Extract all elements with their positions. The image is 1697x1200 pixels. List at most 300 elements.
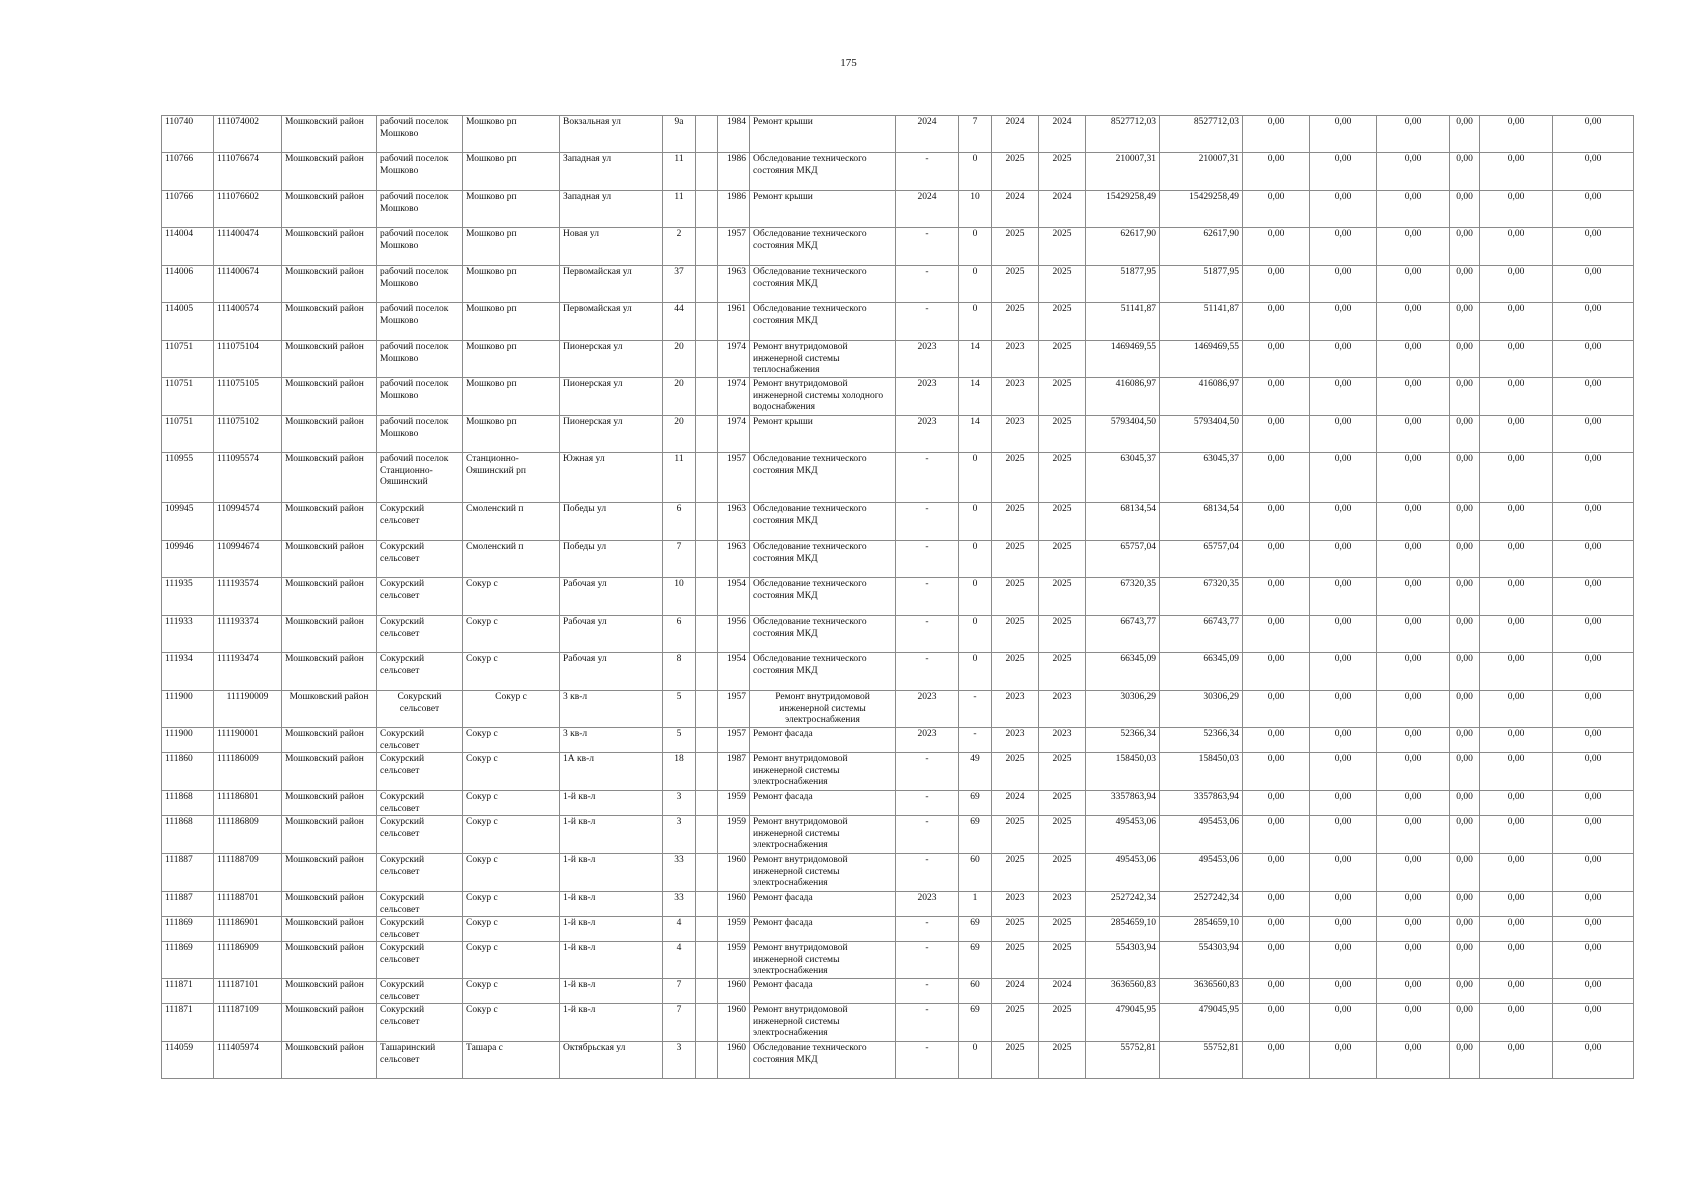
cell-build-year: 1957 (718, 728, 750, 753)
cell-cost-col-1: 0,00 (1243, 116, 1310, 153)
cell-cost-col-1: 0,00 (1243, 728, 1310, 753)
cell-cost-col-6: 0,00 (1553, 854, 1634, 892)
cell-plan-year: - (896, 578, 959, 616)
cell-object-code: 111075105 (214, 378, 282, 416)
cell-plan-year: 2024 (896, 116, 959, 153)
cell-build-year: 1959 (718, 791, 750, 816)
cell-cost-col-4: 0,00 (1450, 979, 1480, 1004)
cell-house-number: 11 (663, 453, 696, 503)
cell-record-id: 111869 (162, 917, 214, 942)
cell-work-type: Обследование технического состояния МКД (750, 266, 896, 303)
cell-cost-col-5: 0,00 (1480, 378, 1553, 416)
cell-cost-col-5: 0,00 (1480, 503, 1553, 541)
cell-wear-percent: - (959, 691, 992, 728)
cell-building (696, 453, 718, 503)
cell-start-year: 2024 (992, 791, 1039, 816)
cell-municipality: Сокурский сельсовет (377, 653, 463, 691)
cell-build-year: 1956 (718, 616, 750, 653)
cell-cost-col-5: 0,00 (1480, 1004, 1553, 1042)
cell-settlement: Станционно-Ояшинский рп (463, 453, 560, 503)
cell-build-year: 1963 (718, 541, 750, 578)
cell-start-year: 2025 (992, 616, 1039, 653)
cell-work-type: Ремонт внутридомовой инженерной системы электроснабжения (750, 816, 896, 854)
cell-building (696, 816, 718, 854)
cell-wear-percent: 69 (959, 816, 992, 854)
cell-house-number: 9а (663, 116, 696, 153)
cell-street: Вокзальная ул (560, 116, 663, 153)
cell-end-year: 2025 (1039, 942, 1086, 979)
cell-cost-col-2: 0,00 (1310, 979, 1377, 1004)
cell-municipality: Сокурский сельсовет (377, 1004, 463, 1042)
cell-build-year: 1957 (718, 228, 750, 266)
cell-cost-col-1: 0,00 (1243, 616, 1310, 653)
cell-record-id: 109945 (162, 503, 214, 541)
cell-district: Мошковский район (282, 116, 377, 153)
cell-start-year: 2024 (992, 116, 1039, 153)
cell-building (696, 728, 718, 753)
cell-plan-year: 2024 (896, 191, 959, 228)
cell-cost-col-4: 0,00 (1450, 854, 1480, 892)
cell-municipality: рабочий поселок Мошково (377, 116, 463, 153)
cell-object-code: 111190001 (214, 728, 282, 753)
cell-end-year: 2025 (1039, 453, 1086, 503)
cell-work-type: Ремонт внутридомовой инженерной системы электроснабжения (750, 691, 896, 728)
cell-building (696, 116, 718, 153)
cell-end-year: 2023 (1039, 691, 1086, 728)
cell-cost-col-4: 0,00 (1450, 816, 1480, 854)
cell-building (696, 153, 718, 191)
cell-cost-col-3: 0,00 (1377, 266, 1450, 303)
cell-settlement: Сокур с (463, 691, 560, 728)
cell-street: 1-й кв-л (560, 1004, 663, 1042)
cell-cost-col-2: 0,00 (1310, 917, 1377, 942)
cell-cost-col-5: 0,00 (1480, 191, 1553, 228)
cell-record-id: 111871 (162, 979, 214, 1004)
cell-cost-col-3: 0,00 (1377, 416, 1450, 453)
cell-record-id: 110751 (162, 378, 214, 416)
cell-end-year: 2025 (1039, 303, 1086, 341)
cell-work-type: Ремонт фасада (750, 917, 896, 942)
cell-cost-fund: 15429258,49 (1160, 191, 1243, 228)
cell-record-id: 110751 (162, 416, 214, 453)
cell-cost-total: 479045,95 (1086, 1004, 1160, 1042)
cell-start-year: 2025 (992, 266, 1039, 303)
cell-district: Мошковский район (282, 892, 377, 917)
cell-work-type: Ремонт внутридомовой инженерной системы холодного водоснабжения (750, 378, 896, 416)
cell-object-code: 111188701 (214, 892, 282, 917)
cell-cost-col-1: 0,00 (1243, 942, 1310, 979)
table-row (162, 942, 1634, 979)
cell-district: Мошковский район (282, 378, 377, 416)
cell-cost-fund: 51877,95 (1160, 266, 1243, 303)
cell-object-code: 111186901 (214, 917, 282, 942)
cell-start-year: 2023 (992, 341, 1039, 378)
cell-cost-col-3: 0,00 (1377, 578, 1450, 616)
cell-build-year: 1974 (718, 416, 750, 453)
cell-cost-col-2: 0,00 (1310, 453, 1377, 503)
cell-street: Октябрьская ул (560, 1042, 663, 1079)
cell-cost-col-5: 0,00 (1480, 416, 1553, 453)
cell-build-year: 1960 (718, 1004, 750, 1042)
cell-building (696, 942, 718, 979)
cell-cost-total: 66743,77 (1086, 616, 1160, 653)
cell-work-type: Обследование технического состояния МКД (750, 228, 896, 266)
cell-district: Мошковский район (282, 191, 377, 228)
cell-start-year: 2025 (992, 917, 1039, 942)
cell-settlement: Сокур с (463, 753, 560, 791)
cell-record-id: 111871 (162, 1004, 214, 1042)
cell-cost-fund: 2854659,10 (1160, 917, 1243, 942)
cell-build-year: 1954 (718, 578, 750, 616)
cell-record-id: 111887 (162, 854, 214, 892)
cell-object-code: 111095574 (214, 453, 282, 503)
cell-start-year: 2025 (992, 153, 1039, 191)
capital-repair-table (161, 115, 1634, 1079)
cell-end-year: 2025 (1039, 153, 1086, 191)
cell-start-year: 2023 (992, 691, 1039, 728)
cell-plan-year: - (896, 453, 959, 503)
cell-district: Мошковский район (282, 753, 377, 791)
cell-cost-col-4: 0,00 (1450, 1042, 1480, 1079)
cell-build-year: 1987 (718, 753, 750, 791)
cell-plan-year: - (896, 854, 959, 892)
cell-cost-fund: 66345,09 (1160, 653, 1243, 691)
cell-end-year: 2025 (1039, 341, 1086, 378)
cell-municipality: Сокурский сельсовет (377, 753, 463, 791)
cell-record-id: 110955 (162, 453, 214, 503)
cell-municipality: Сокурский сельсовет (377, 578, 463, 616)
cell-municipality: рабочий поселок Мошково (377, 153, 463, 191)
cell-wear-percent: 0 (959, 541, 992, 578)
cell-record-id: 111900 (162, 691, 214, 728)
cell-settlement: Сокур с (463, 728, 560, 753)
cell-plan-year: - (896, 653, 959, 691)
cell-cost-col-1: 0,00 (1243, 791, 1310, 816)
cell-cost-col-5: 0,00 (1480, 892, 1553, 917)
cell-plan-year: - (896, 942, 959, 979)
cell-cost-col-3: 0,00 (1377, 892, 1450, 917)
cell-street: 1-й кв-л (560, 816, 663, 854)
cell-wear-percent: 60 (959, 854, 992, 892)
cell-cost-col-6: 0,00 (1553, 616, 1634, 653)
cell-cost-col-1: 0,00 (1243, 753, 1310, 791)
cell-record-id: 111868 (162, 791, 214, 816)
cell-building (696, 378, 718, 416)
cell-build-year: 1986 (718, 191, 750, 228)
cell-cost-col-6: 0,00 (1553, 416, 1634, 453)
cell-settlement: Мошково рп (463, 228, 560, 266)
cell-record-id: 114006 (162, 266, 214, 303)
cell-municipality: Сокурский сельсовет (377, 854, 463, 892)
cell-cost-fund: 5793404,50 (1160, 416, 1243, 453)
cell-street: 1-й кв-л (560, 892, 663, 917)
table-row (162, 578, 1634, 616)
cell-settlement: Сокур с (463, 979, 560, 1004)
cell-cost-col-3: 0,00 (1377, 378, 1450, 416)
cell-cost-col-3: 0,00 (1377, 541, 1450, 578)
table-row (162, 541, 1634, 578)
cell-object-code: 111186809 (214, 816, 282, 854)
cell-cost-fund: 3636560,83 (1160, 979, 1243, 1004)
cell-cost-col-4: 0,00 (1450, 303, 1480, 341)
cell-work-type: Обследование технического состояния МКД (750, 503, 896, 541)
cell-cost-total: 3357863,94 (1086, 791, 1160, 816)
cell-work-type: Ремонт внутридомовой инженерной системы электроснабжения (750, 753, 896, 791)
cell-house-number: 33 (663, 892, 696, 917)
cell-start-year: 2025 (992, 453, 1039, 503)
cell-street: Пионерская ул (560, 341, 663, 378)
cell-settlement: Сокур с (463, 816, 560, 854)
cell-cost-col-6: 0,00 (1553, 791, 1634, 816)
cell-cost-col-6: 0,00 (1553, 303, 1634, 341)
cell-cost-col-5: 0,00 (1480, 1042, 1553, 1079)
cell-cost-total: 8527712,03 (1086, 116, 1160, 153)
cell-building (696, 541, 718, 578)
cell-wear-percent: 0 (959, 653, 992, 691)
cell-cost-col-5: 0,00 (1480, 691, 1553, 728)
cell-end-year: 2024 (1039, 191, 1086, 228)
cell-building (696, 892, 718, 917)
cell-cost-col-2: 0,00 (1310, 228, 1377, 266)
cell-work-type: Ремонт крыши (750, 416, 896, 453)
table-row (162, 917, 1634, 942)
cell-municipality: Сокурский сельсовет (377, 541, 463, 578)
cell-cost-col-1: 0,00 (1243, 303, 1310, 341)
cell-start-year: 2023 (992, 416, 1039, 453)
cell-end-year: 2025 (1039, 503, 1086, 541)
cell-cost-col-3: 0,00 (1377, 753, 1450, 791)
cell-object-code: 111076602 (214, 191, 282, 228)
table-row (162, 653, 1634, 691)
cell-cost-col-4: 0,00 (1450, 791, 1480, 816)
cell-cost-col-1: 0,00 (1243, 153, 1310, 191)
cell-work-type: Ремонт фасада (750, 728, 896, 753)
cell-end-year: 2025 (1039, 578, 1086, 616)
cell-record-id: 110766 (162, 191, 214, 228)
cell-cost-total: 68134,54 (1086, 503, 1160, 541)
cell-municipality: рабочий поселок Мошково (377, 228, 463, 266)
cell-cost-col-5: 0,00 (1480, 791, 1553, 816)
cell-plan-year: 2023 (896, 341, 959, 378)
cell-build-year: 1957 (718, 453, 750, 503)
cell-district: Мошковский район (282, 266, 377, 303)
cell-district: Мошковский район (282, 1042, 377, 1079)
cell-wear-percent: 0 (959, 616, 992, 653)
cell-work-type: Обследование технического состояния МКД (750, 541, 896, 578)
cell-municipality: Сокурский сельсовет (377, 816, 463, 854)
cell-build-year: 1960 (718, 854, 750, 892)
cell-municipality: рабочий поселок Станционно-Ояшинский (377, 453, 463, 503)
cell-house-number: 37 (663, 266, 696, 303)
cell-house-number: 7 (663, 1004, 696, 1042)
cell-plan-year: - (896, 1004, 959, 1042)
cell-district: Мошковский район (282, 1004, 377, 1042)
cell-building (696, 917, 718, 942)
cell-cost-col-1: 0,00 (1243, 266, 1310, 303)
cell-record-id: 111934 (162, 653, 214, 691)
cell-cost-total: 1469469,55 (1086, 341, 1160, 378)
cell-street: 1-й кв-л (560, 917, 663, 942)
cell-record-id: 111868 (162, 816, 214, 854)
cell-cost-col-4: 0,00 (1450, 917, 1480, 942)
cell-plan-year: - (896, 503, 959, 541)
cell-start-year: 2025 (992, 578, 1039, 616)
cell-settlement: Сокур с (463, 616, 560, 653)
cell-record-id: 111860 (162, 753, 214, 791)
cell-start-year: 2025 (992, 541, 1039, 578)
cell-cost-col-4: 0,00 (1450, 416, 1480, 453)
cell-municipality: рабочий поселок Мошково (377, 266, 463, 303)
cell-cost-fund: 479045,95 (1160, 1004, 1243, 1042)
cell-record-id: 110740 (162, 116, 214, 153)
cell-street: Рабочая ул (560, 653, 663, 691)
cell-building (696, 1042, 718, 1079)
cell-start-year: 2023 (992, 378, 1039, 416)
cell-house-number: 3 (663, 791, 696, 816)
cell-building (696, 416, 718, 453)
cell-wear-percent: - (959, 728, 992, 753)
cell-settlement: Сокур с (463, 1004, 560, 1042)
cell-district: Мошковский район (282, 979, 377, 1004)
cell-record-id: 110751 (162, 341, 214, 378)
cell-cost-col-5: 0,00 (1480, 266, 1553, 303)
cell-cost-fund: 52366,34 (1160, 728, 1243, 753)
table-row (162, 753, 1634, 791)
cell-cost-col-3: 0,00 (1377, 791, 1450, 816)
cell-cost-col-3: 0,00 (1377, 917, 1450, 942)
cell-record-id: 114004 (162, 228, 214, 266)
cell-street: 1-й кв-л (560, 942, 663, 979)
cell-plan-year: - (896, 228, 959, 266)
cell-cost-col-4: 0,00 (1450, 503, 1480, 541)
cell-cost-col-1: 0,00 (1243, 892, 1310, 917)
cell-cost-col-4: 0,00 (1450, 541, 1480, 578)
cell-cost-col-4: 0,00 (1450, 1004, 1480, 1042)
cell-wear-percent: 14 (959, 378, 992, 416)
table-row (162, 503, 1634, 541)
cell-cost-col-2: 0,00 (1310, 691, 1377, 728)
cell-cost-col-1: 0,00 (1243, 1004, 1310, 1042)
cell-cost-col-6: 0,00 (1553, 1042, 1634, 1079)
cell-cost-fund: 67320,35 (1160, 578, 1243, 616)
cell-cost-col-5: 0,00 (1480, 942, 1553, 979)
cell-cost-col-5: 0,00 (1480, 541, 1553, 578)
cell-cost-total: 65757,04 (1086, 541, 1160, 578)
cell-cost-col-6: 0,00 (1553, 691, 1634, 728)
cell-work-type: Обследование технического состояния МКД (750, 453, 896, 503)
cell-build-year: 1954 (718, 653, 750, 691)
cell-cost-col-6: 0,00 (1553, 816, 1634, 854)
table-row (162, 1042, 1634, 1079)
cell-end-year: 2025 (1039, 416, 1086, 453)
cell-wear-percent: 0 (959, 266, 992, 303)
cell-cost-col-4: 0,00 (1450, 453, 1480, 503)
cell-building (696, 191, 718, 228)
cell-settlement: Сокур с (463, 578, 560, 616)
cell-build-year: 1974 (718, 378, 750, 416)
cell-cost-total: 495453,06 (1086, 854, 1160, 892)
cell-settlement: Мошково рп (463, 416, 560, 453)
cell-house-number: 7 (663, 979, 696, 1004)
cell-object-code: 111186909 (214, 942, 282, 979)
cell-cost-col-5: 0,00 (1480, 653, 1553, 691)
cell-cost-col-6: 0,00 (1553, 191, 1634, 228)
cell-building (696, 691, 718, 728)
cell-street: Рабочая ул (560, 578, 663, 616)
cell-house-number: 3 (663, 816, 696, 854)
table-row (162, 228, 1634, 266)
cell-cost-col-4: 0,00 (1450, 228, 1480, 266)
cell-wear-percent: 0 (959, 453, 992, 503)
cell-cost-col-3: 0,00 (1377, 453, 1450, 503)
cell-wear-percent: 14 (959, 416, 992, 453)
cell-record-id: 111935 (162, 578, 214, 616)
cell-street: Южная ул (560, 453, 663, 503)
table-row (162, 791, 1634, 816)
cell-cost-col-1: 0,00 (1243, 578, 1310, 616)
table-row (162, 191, 1634, 228)
table-row (162, 979, 1634, 1004)
cell-end-year: 2025 (1039, 378, 1086, 416)
cell-build-year: 1960 (718, 979, 750, 1004)
cell-cost-col-6: 0,00 (1553, 228, 1634, 266)
cell-house-number: 4 (663, 917, 696, 942)
cell-object-code: 111193474 (214, 653, 282, 691)
cell-cost-total: 554303,94 (1086, 942, 1160, 979)
cell-building (696, 266, 718, 303)
cell-work-type: Ремонт внутридомовой инженерной системы электроснабжения (750, 1004, 896, 1042)
cell-building (696, 979, 718, 1004)
cell-wear-percent: 0 (959, 1042, 992, 1079)
cell-wear-percent: 69 (959, 917, 992, 942)
cell-cost-col-6: 0,00 (1553, 116, 1634, 153)
cell-settlement: Сокур с (463, 892, 560, 917)
cell-cost-col-2: 0,00 (1310, 1004, 1377, 1042)
cell-cost-total: 51141,87 (1086, 303, 1160, 341)
cell-district: Мошковский район (282, 917, 377, 942)
cell-cost-col-4: 0,00 (1450, 153, 1480, 191)
cell-start-year: 2024 (992, 979, 1039, 1004)
cell-cost-total: 3636560,83 (1086, 979, 1160, 1004)
cell-cost-col-3: 0,00 (1377, 854, 1450, 892)
cell-start-year: 2025 (992, 653, 1039, 691)
cell-wear-percent: 0 (959, 503, 992, 541)
cell-plan-year: - (896, 979, 959, 1004)
cell-start-year: 2025 (992, 942, 1039, 979)
cell-cost-fund: 55752,81 (1160, 1042, 1243, 1079)
cell-cost-col-2: 0,00 (1310, 728, 1377, 753)
cell-cost-col-4: 0,00 (1450, 753, 1480, 791)
cell-municipality: Сокурский сельсовет (377, 979, 463, 1004)
table-row (162, 616, 1634, 653)
cell-cost-fund: 3357863,94 (1160, 791, 1243, 816)
cell-cost-col-2: 0,00 (1310, 892, 1377, 917)
cell-end-year: 2025 (1039, 1004, 1086, 1042)
cell-building (696, 791, 718, 816)
cell-build-year: 1957 (718, 691, 750, 728)
table-row (162, 892, 1634, 917)
cell-building (696, 303, 718, 341)
cell-end-year: 2025 (1039, 816, 1086, 854)
cell-work-type: Ремонт крыши (750, 116, 896, 153)
cell-cost-col-1: 0,00 (1243, 917, 1310, 942)
cell-cost-col-2: 0,00 (1310, 942, 1377, 979)
cell-build-year: 1963 (718, 503, 750, 541)
cell-municipality: Сокурский сельсовет (377, 791, 463, 816)
cell-work-type: Ремонт внутридомовой инженерной системы теплоснабжения (750, 341, 896, 378)
cell-cost-col-2: 0,00 (1310, 541, 1377, 578)
cell-cost-col-3: 0,00 (1377, 942, 1450, 979)
